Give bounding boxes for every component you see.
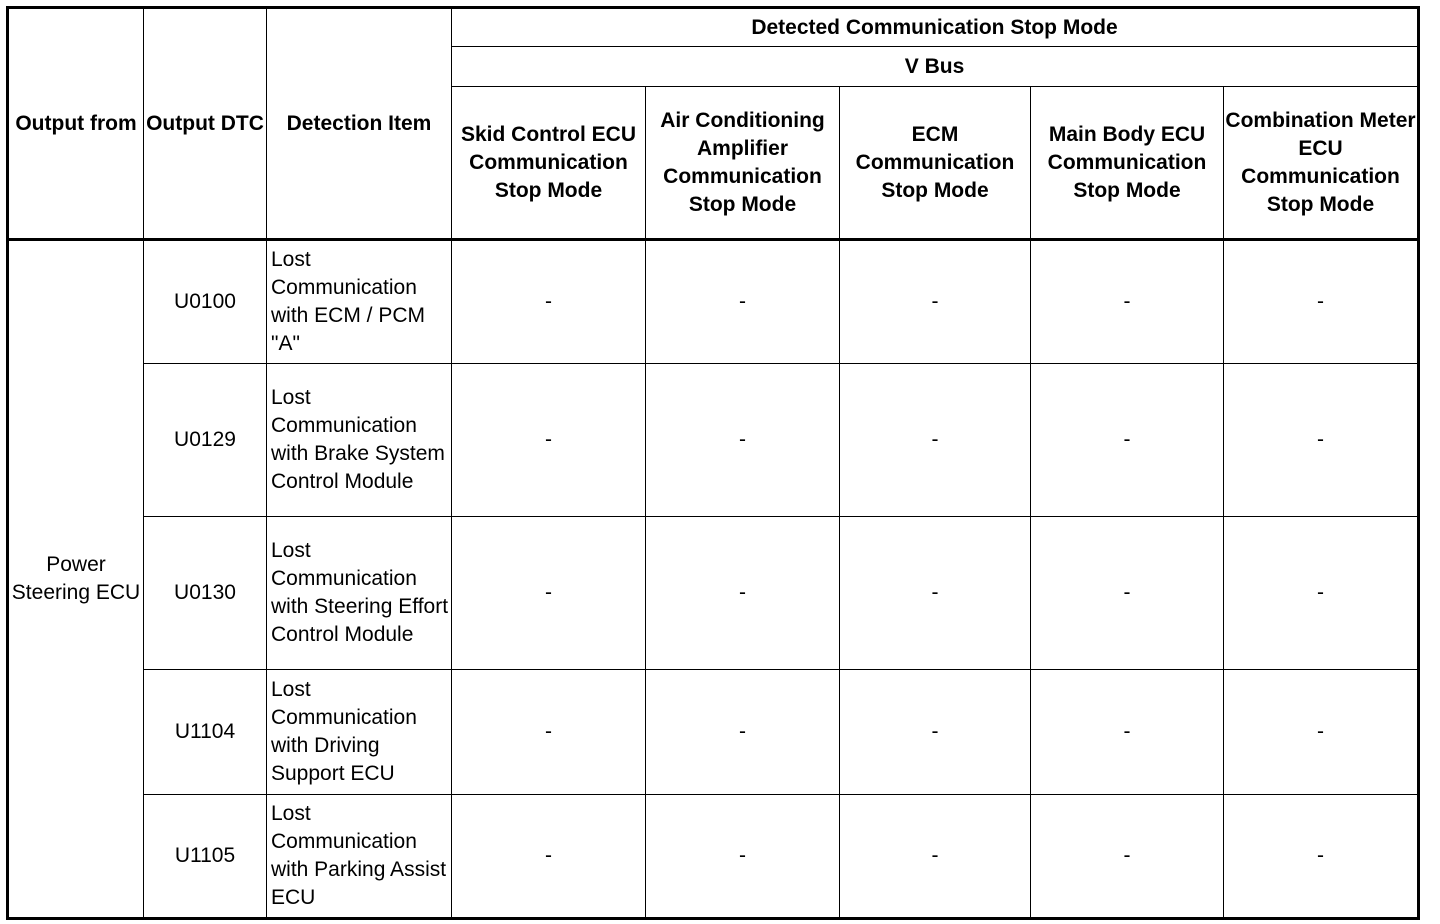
header-ecm-mode: ECM Communication Stop Mode [840,87,1031,240]
detection-item: Lost Communication with Brake System Control Module [267,364,452,517]
mode-value: - [840,670,1031,795]
header-combination-meter-ecu-mode: Combination Meter ECU Communication Stop Mode [1224,87,1419,240]
output-from-cell: Power Steering ECU [8,240,144,919]
mode-value: - [452,364,646,517]
header-detected-stop-mode: Detected Communication Stop Mode [452,8,1419,47]
header-v-bus: V Bus [452,47,1419,87]
mode-value: - [840,517,1031,670]
dtc-code: U1105 [144,795,267,919]
mode-value: - [646,670,840,795]
dtc-code: U1104 [144,670,267,795]
mode-value: - [1224,364,1419,517]
mode-value: - [1224,670,1419,795]
detection-item: Lost Communication with Steering Effort Control Module [267,517,452,670]
table-row [8,364,1419,517]
mode-value: - [1224,240,1419,364]
detection-item: Lost Communication with ECM / PCM "A" [267,240,452,364]
mode-value: - [840,240,1031,364]
mode-value: - [646,517,840,670]
dtc-code: U0130 [144,517,267,670]
mode-value: - [452,517,646,670]
mode-value: - [1031,795,1224,919]
dtc-table [6,6,1420,920]
mode-value: - [1224,795,1419,919]
detection-item: Lost Communication with Parking Assist ECU [267,795,452,919]
mode-value: - [1031,670,1224,795]
mode-value: - [1031,517,1224,670]
dtc-code: U0129 [144,364,267,517]
header-output-dtc: Output DTC [144,8,267,240]
mode-value: - [840,795,1031,919]
table-row [8,517,1419,670]
dtc-code: U0100 [144,240,267,364]
header-detection-item: Detection Item [267,8,452,240]
mode-value: - [452,795,646,919]
header-output-from: Output from [8,8,144,240]
mode-value: - [1224,517,1419,670]
mode-value: - [646,795,840,919]
mode-value: - [452,670,646,795]
dtc-table-frame [6,6,1420,920]
mode-value: - [840,364,1031,517]
mode-value: - [646,240,840,364]
mode-value: - [452,240,646,364]
detection-item: Lost Communication with Driving Support ECU [267,670,452,795]
header-air-conditioning-amplifier-mode: Air Conditioning Amplifier Communication Stop Mode [646,87,840,240]
table-row [8,240,1419,364]
mode-value: - [646,364,840,517]
header-skid-control-ecu-mode: Skid Control ECU Communication Stop Mode [452,87,646,240]
mode-value: - [1031,364,1224,517]
header-main-body-ecu-mode: Main Body ECU Communication Stop Mode [1031,87,1224,240]
table-row [8,795,1419,919]
table-row [8,670,1419,795]
mode-value: - [1031,240,1224,364]
